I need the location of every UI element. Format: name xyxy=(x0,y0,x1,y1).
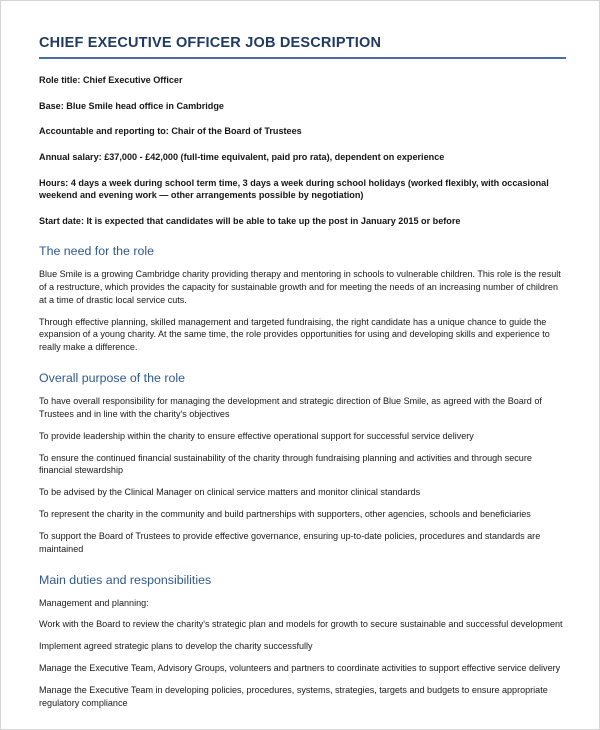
section-heading-main-duties: Main duties and responsibilities xyxy=(39,572,212,587)
meta-role-title: Role title: Chief Executive Officer xyxy=(39,75,183,86)
paragraph: To represent the charity in the community and build partnerships with supporters, other agencies, schools and beneficiaries xyxy=(39,509,531,520)
paragraph: Manage the Executive Team, Advisory Groups, volunteers and partners to coordinate activities to support effective service delivery xyxy=(39,663,561,674)
page-title: CHIEF EXECUTIVE OFFICER JOB DESCRIPTION xyxy=(39,35,382,51)
section-overall-purpose xyxy=(39,371,565,555)
paragraph: To ensure the continued financial sustainability of the charity through fundraising planning and activities and through secure financial stewardship xyxy=(39,452,532,476)
paragraph: To support the Board of Trustees to provide effective governance, ensuring up-to-date policies, procedures and standards are maintained xyxy=(39,530,541,554)
paragraph: Work with the Board to review the charity's strategic plan and models for growth to secure sustainable and successful development xyxy=(39,619,563,630)
meta-annual-salary: Annual salary: £37,000 - £42,000 (full-time equivalent, paid pro rata), dependent on experience xyxy=(39,152,445,163)
meta-accountable-reporting: Accountable and reporting to: Chair of the Board of Trustees xyxy=(39,126,302,137)
paragraph: To be advised by the Clinical Manager on clinical service matters and monitor clinical standards xyxy=(39,487,421,498)
paragraph: Manage the Executive Team in developing policies, procedures, systems, strategies, targets and budgets to ensure appropriate regulatory compliance xyxy=(39,684,548,708)
section-heading-overall-purpose: Overall purpose of the role xyxy=(39,371,186,386)
subsection-label-management-planning: Management and planning: xyxy=(39,597,149,608)
paragraph: Blue Smile is a growing Cambridge charity providing therapy and mentoring in schools to vulnerable children. This role is the result of a restructure, which provides the capacity for sustainable growth and for meeting the needs of an increasing number of children at a time of drastic local service cuts. xyxy=(39,269,561,305)
meta-start-date: Start date: It is expected that candidates will be able to take up the post in January 2015 or before xyxy=(39,215,461,226)
paragraph: To provide leadership within the charity to ensure effective operational support for successful service delivery xyxy=(39,430,474,441)
job-meta-block xyxy=(39,74,565,227)
meta-hours: Hours: 4 days a week during school term time, 3 days a week during school holidays (worked flexibly, with occasional weekend and evening work — other arrangements possible by negotiation) xyxy=(39,177,549,201)
paragraph: Through effective planning, skilled management and targeted fundraising, the right candidate has a unique chance to guide the expansion of a young charity. At the same time, the role provides opportunities for using and developing skills and experience to really make a difference. xyxy=(39,316,550,353)
section-need-for-role xyxy=(39,244,565,354)
title-underline-rule xyxy=(39,57,566,59)
meta-base: Base: Blue Smile head office in Cambridge xyxy=(39,100,224,111)
paragraph: Implement agreed strategic plans to develop the charity successfully xyxy=(39,641,313,652)
paragraph: To have overall responsibility for managing the development and strategic direction of Blue Smile, as agreed with the Board of Trustees and in line with the charity's objectives xyxy=(39,396,542,419)
section-main-duties xyxy=(39,573,565,710)
section-heading-need-for-role: The need for the role xyxy=(39,244,155,259)
